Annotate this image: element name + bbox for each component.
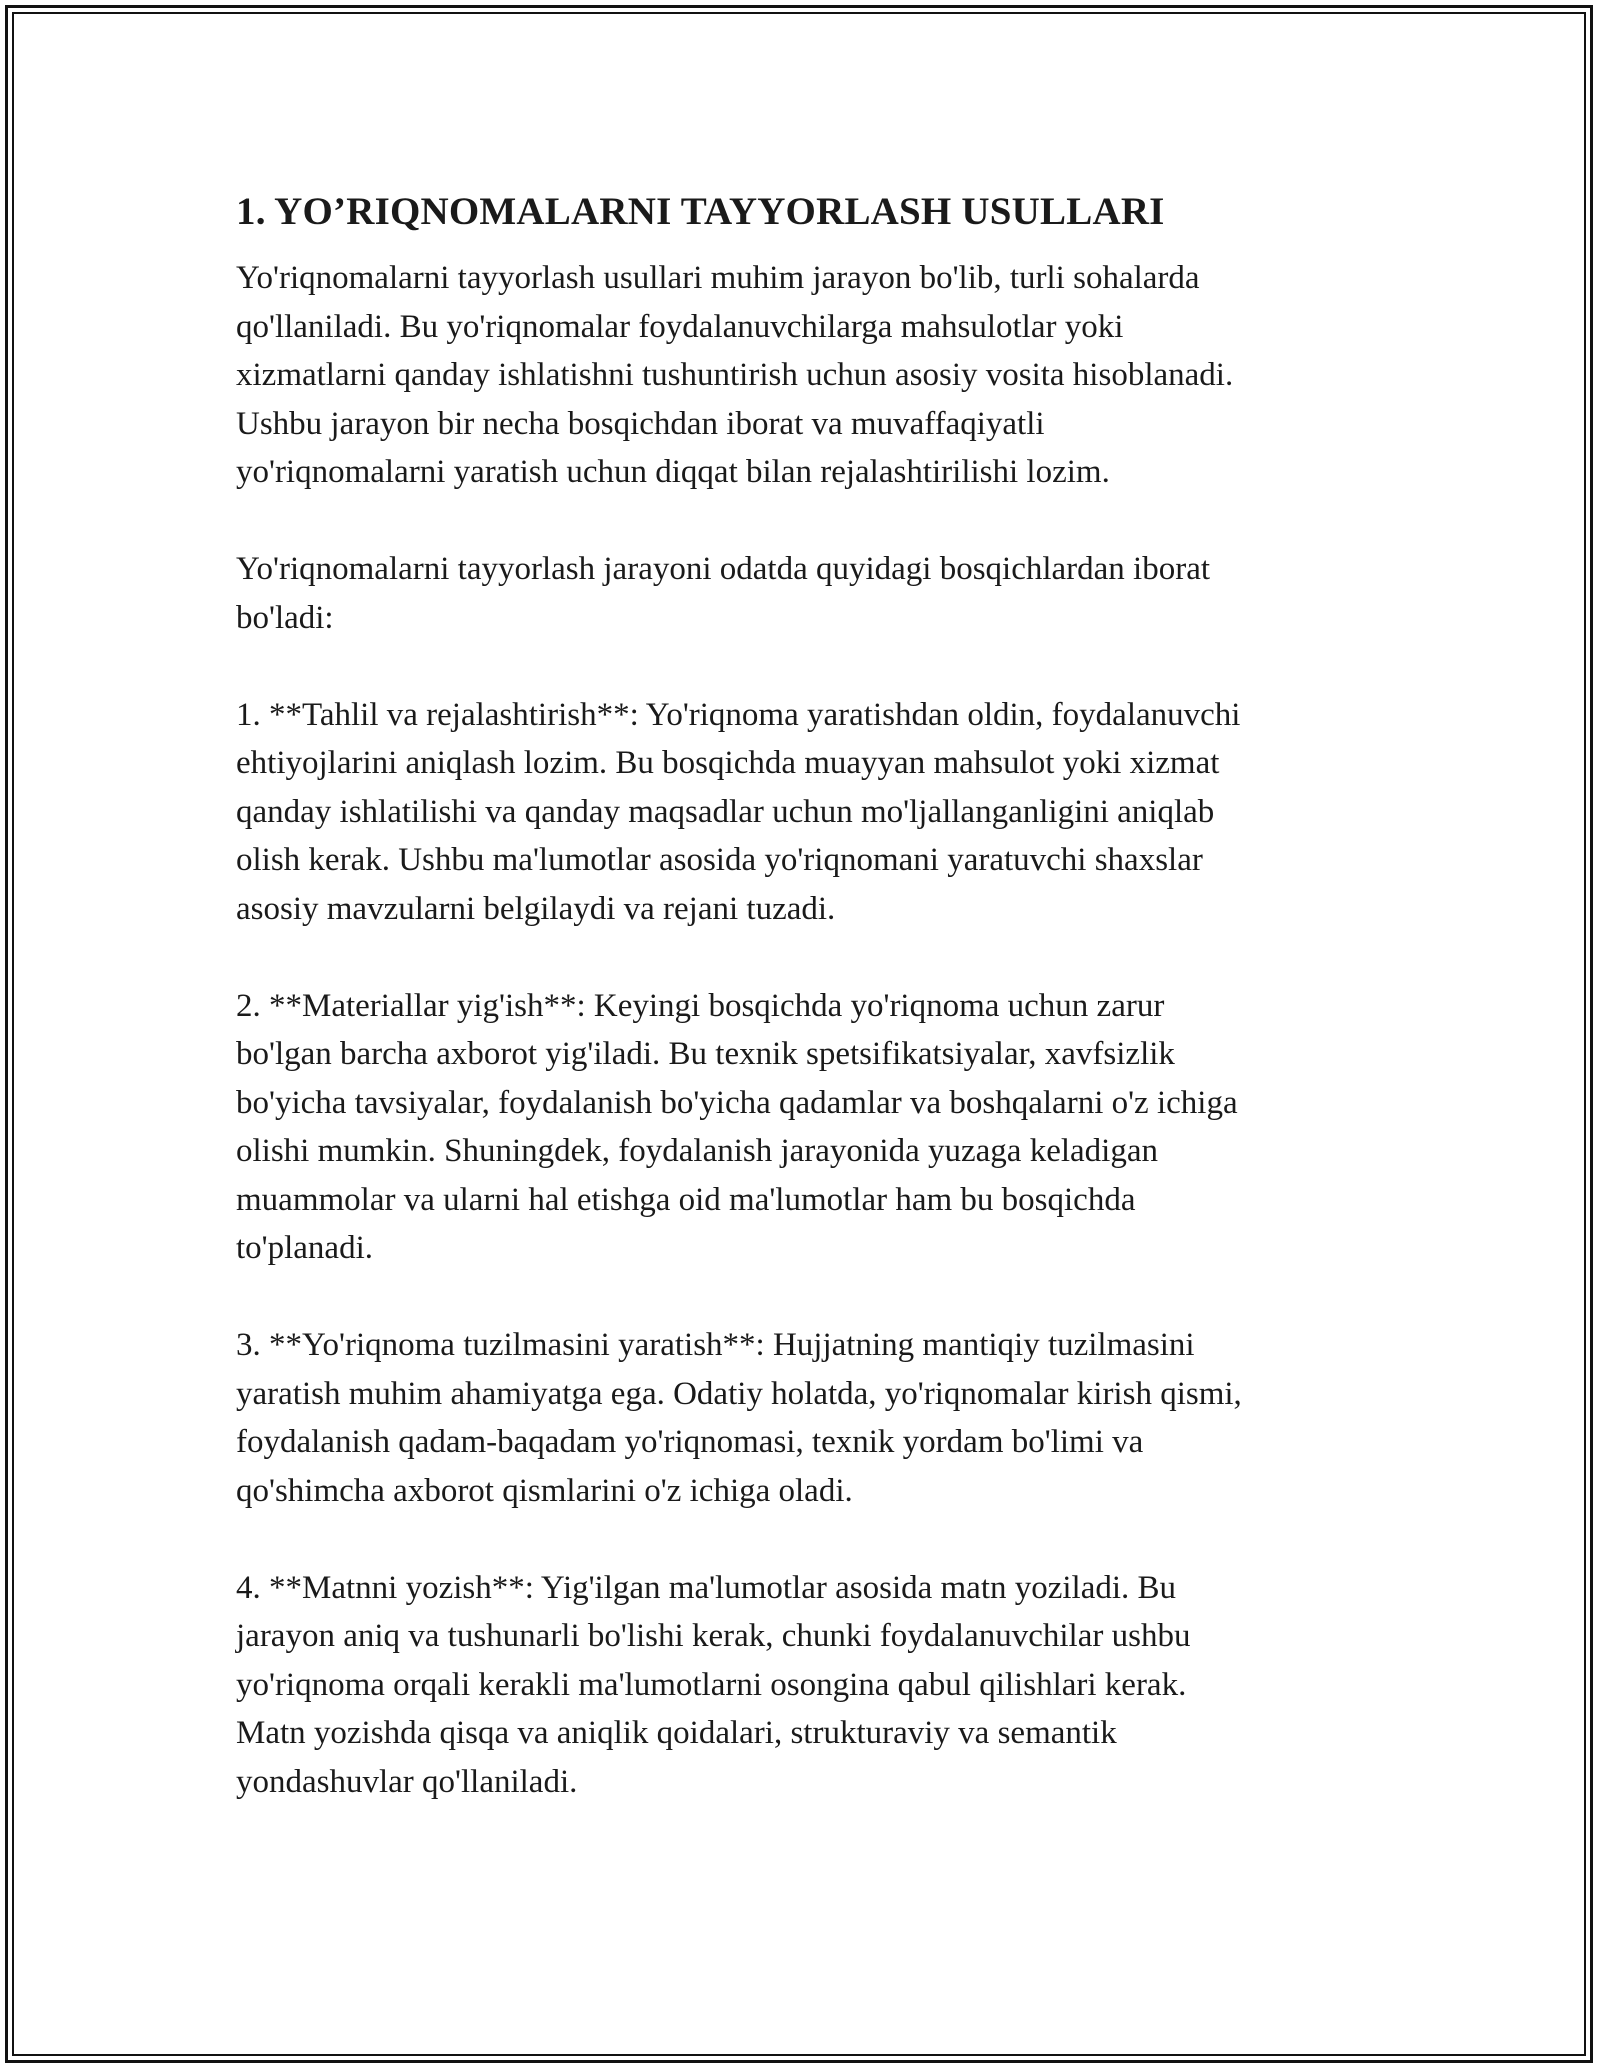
intro-paragraph: Yo'riqnomalarni tayyorlash usullari muhim jarayon bo'lib, turli sohalarda qo'llaniladi. Bu yo'riqnomalar foydalanuvchilarga mahsulotlar yoki xizmatlarni qanday ishlatishni tushuntirish uchun asosiy vosita hisoblanadi. Ushbu jarayon bir necha bosqichdan iborat va muvaffaqiyatli yo'riqnomalarni yaratish uchun diqqat bilan rejalashtirilishi lozim. xyxy=(236,260,1234,490)
stage-3-paragraph: 3. **Yo'riqnoma tuzilmasini yaratish**: Hujjatning mantiqiy tuzilmasini yaratish muhim ahamiyatga ega. Odatiy holatda, yo'riqnomalar kirish qismi, foydalanish qadam-baqadam yo'riqnomasi, texnik yordam bo'limi va qo'shimcha axborot qismlarini o'z ichiga oladi. xyxy=(236,1327,1242,1509)
stage-2-paragraph: 2. **Materiallar yig'ish**: Keyingi bosqichda yo'riqnoma uchun zarur bo'lgan barcha axborot yig'iladi. Bu texnik spetsifikatsiyalar, xavfsizlik bo'yicha tavsiyalar, foydalanish bo'yicha qadamlar va boshqalarni o'z ichiga olishi mumkin. Shuningdek, foydalanish jarayonida yuzaga keladigan muammolar va ularni hal etishga oid ma'lumotlar ham bu bosqichda to'planadi. xyxy=(236,987,1238,1266)
stages-intro-paragraph: Yo'riqnomalarni tayyorlash jarayoni odatda quyidagi bosqichlardan iborat bo'ladi: xyxy=(236,551,1211,636)
document-title: 1. YO’RIQNOMALARNI TAYYORLASH USULLARI xyxy=(236,190,1165,233)
document-body xyxy=(236,184,1386,1855)
stage-1-paragraph: 1. **Tahlil va rejalashtirish**: Yo'riqnoma yaratishdan oldin, foydalanuvchi ehtiyojlarini aniqlash lozim. Bu bosqichda muayyan mahsulot yoki xizmat qanday ishlatilishi va qanday maqsadlar uchun mo'ljallanganligini aniqlab olish kerak. Ushbu ma'lumotlar asosida yo'riqnomani yaratuvchi shaxslar asosiy mavzularni belgilaydi va rejani tuzadi. xyxy=(236,696,1241,927)
stage-4-paragraph: 4. **Matnni yozish**: Yig'ilgan ma'lumotlar asosida matn yoziladi. Bu jarayon aniq va tushunarli bo'lishi kerak, chunki foydalanuvchilar ushbu yo'riqnoma orqali kerakli ma'lumotlarni osongina qabul qilishlari kerak. Matn yozishda qisqa va aniqlik qoidalari, strukturaviy va semantik yondashuvlar qo'llaniladi. xyxy=(236,1569,1191,1800)
